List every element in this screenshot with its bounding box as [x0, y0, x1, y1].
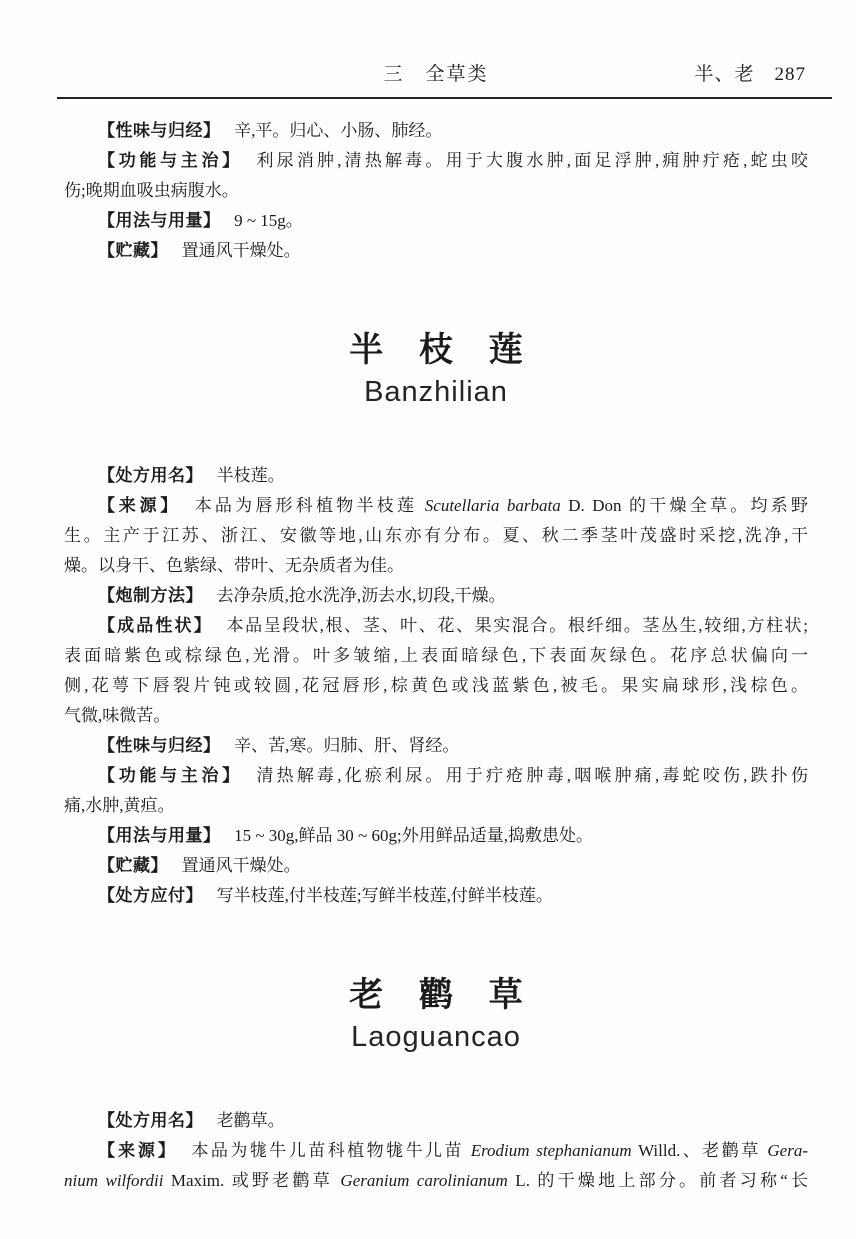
entry-label: 【用法与用量】 [98, 826, 221, 845]
monograph-entry [64, 821, 808, 851]
text-run: 本品为唇形科植物半枝莲 [194, 496, 425, 515]
text-line [64, 176, 808, 206]
text-run: 气微,味微苦。 [64, 706, 171, 725]
monograph-entry [64, 851, 808, 881]
text-run: 燥。以身干、色紫绿、带叶、无杂质者为佳。 [64, 556, 404, 575]
entry-label: 【用法与用量】 [98, 211, 221, 230]
monograph-title [64, 977, 808, 1054]
header-rule [57, 97, 832, 99]
text-run: 侧,花萼下唇裂片钝或较圆,花冠唇形,棕黄色或浅蓝紫色,被毛。果实扁球形,浅棕色。 [64, 676, 808, 695]
monograph-entry [64, 1106, 808, 1136]
entry-label: 【性味与归经】 [98, 736, 221, 755]
text-line [64, 701, 808, 731]
monograph-title [64, 332, 808, 409]
latin-botanical-name: nium wilfordii [64, 1171, 164, 1190]
entry-label: 【功能与主治】 [98, 151, 243, 170]
text-run: 表面暗紫色或棕绿色,光滑。叶多皱缩,上表面暗绿色,下表面灰绿色。花序总状偏向一 [64, 646, 808, 665]
text-run: 伤;晚期血吸虫病腹水。 [64, 181, 239, 200]
entry-label: 【性味与归经】 [98, 121, 221, 140]
latin-botanical-name: Gera- [767, 1141, 808, 1160]
text-line [64, 581, 808, 611]
text-run: 本品呈段状,根、茎、叶、花、果实混合。根纤细。茎丛生,较细,方柱状; [226, 616, 808, 635]
monograph-entry [64, 611, 808, 731]
text-run: 生。主产于江苏、浙江、安徽等地,山东亦有分布。夏、秋二季茎叶茂盛时采挖,洗净,干 [64, 526, 808, 545]
text-line [64, 1106, 808, 1136]
monograph-entry [64, 146, 808, 206]
text-line [64, 791, 808, 821]
entry-label: 【成品性状】 [98, 616, 213, 635]
text-line [64, 641, 808, 671]
entry-label: 【贮藏】 [98, 856, 168, 875]
text-line [64, 821, 808, 851]
text-line [64, 551, 808, 581]
text-line [64, 1136, 808, 1166]
monograph-entry [64, 581, 808, 611]
text-run: 痛,水肿,黄疸。 [64, 796, 175, 815]
text-run: D. Don 的干燥全草。均系野 [560, 496, 808, 515]
monograph-entry [64, 116, 808, 146]
text-run: 辛、苦,寒。归肺、肝、肾经。 [234, 736, 460, 755]
entry-label: 【来源】 [98, 496, 181, 515]
monograph-entry [64, 761, 808, 821]
text-line [64, 1166, 808, 1196]
text-run: 置通风干燥处。 [181, 241, 301, 260]
text-line [64, 611, 808, 641]
monograph-entry [64, 491, 808, 581]
text-run: 老鹳草。 [216, 1111, 285, 1130]
monograph-title-cn: 老鹳草 [349, 977, 559, 1014]
entry-label: 【处方用名】 [98, 1111, 203, 1130]
text-run: 写半枝莲,付半枝莲;写鲜半枝莲,付鲜半枝莲。 [216, 886, 553, 905]
entry-label: 【贮藏】 [98, 241, 168, 260]
content [64, 116, 808, 1196]
text-line [64, 761, 808, 791]
entry-label: 【功能与主治】 [98, 766, 243, 785]
entry-label: 【处方用名】 [98, 466, 203, 485]
monograph-entry [64, 206, 808, 236]
entry-label: 【来源】 [98, 1141, 178, 1160]
monograph-title-pinyin: Laoguancao [351, 1021, 521, 1053]
running-header [64, 62, 808, 88]
text-line [64, 116, 808, 146]
text-line [64, 671, 808, 701]
latin-botanical-name: Erodium stephanianum [470, 1141, 632, 1160]
latin-botanical-name: Geranium carolinianum [340, 1171, 508, 1190]
text-line [64, 491, 808, 521]
text-run: 辛,平。归心、小肠、肺经。 [234, 121, 443, 140]
monograph-entry [64, 731, 808, 761]
header-section-title: 三 全草类 [383, 64, 489, 85]
text-run: Willd.、老鹳草 [631, 1141, 768, 1160]
text-run: 本品为牻牛儿苗科植物牻牛儿苗 [191, 1141, 471, 1160]
latin-botanical-name: Scutellaria barbata [424, 496, 561, 515]
entry-label: 【炮制方法】 [98, 586, 203, 605]
text-line [64, 521, 808, 551]
text-run: 利尿消肿,清热解毒。用于大腹水肿,面足浮肿,痈肿疔疮,蛇虫咬 [256, 151, 808, 170]
text-run: 去净杂质,抢水洗净,沥去水,切段,干燥。 [216, 586, 506, 605]
text-run: 置通风干燥处。 [181, 856, 301, 875]
text-line [64, 731, 808, 761]
text-line [64, 236, 808, 266]
entry-label: 【处方应付】 [98, 886, 203, 905]
text-run: Maxim. 或野老鹳草 [163, 1171, 341, 1190]
text-line [64, 206, 808, 236]
monograph-title-cn: 半枝莲 [349, 332, 559, 369]
monograph-entry [64, 1136, 808, 1196]
monograph-entry [64, 236, 808, 266]
monograph-entry [64, 461, 808, 491]
text-run: 15 ~ 30g,鲜品 30 ~ 60g;外用鲜品适量,捣敷患处。 [234, 826, 593, 845]
text-run: 半枝莲。 [216, 466, 285, 485]
text-line [64, 461, 808, 491]
text-run: 清热解毒,化瘀利尿。用于疔疮肿毒,咽喉肿痛,毒蛇咬伤,跌扑伤 [256, 766, 808, 785]
monograph-title-pinyin: Banzhilian [364, 376, 508, 408]
text-line [64, 146, 808, 176]
text-line [64, 881, 808, 911]
monograph-entry [64, 881, 808, 911]
header-page-number: 半、老 287 [694, 64, 806, 85]
text-run: 9 ~ 15g。 [234, 211, 303, 230]
text-run: L. 的干燥地上部分。前者习称“长 [507, 1171, 808, 1190]
text-line [64, 851, 808, 881]
